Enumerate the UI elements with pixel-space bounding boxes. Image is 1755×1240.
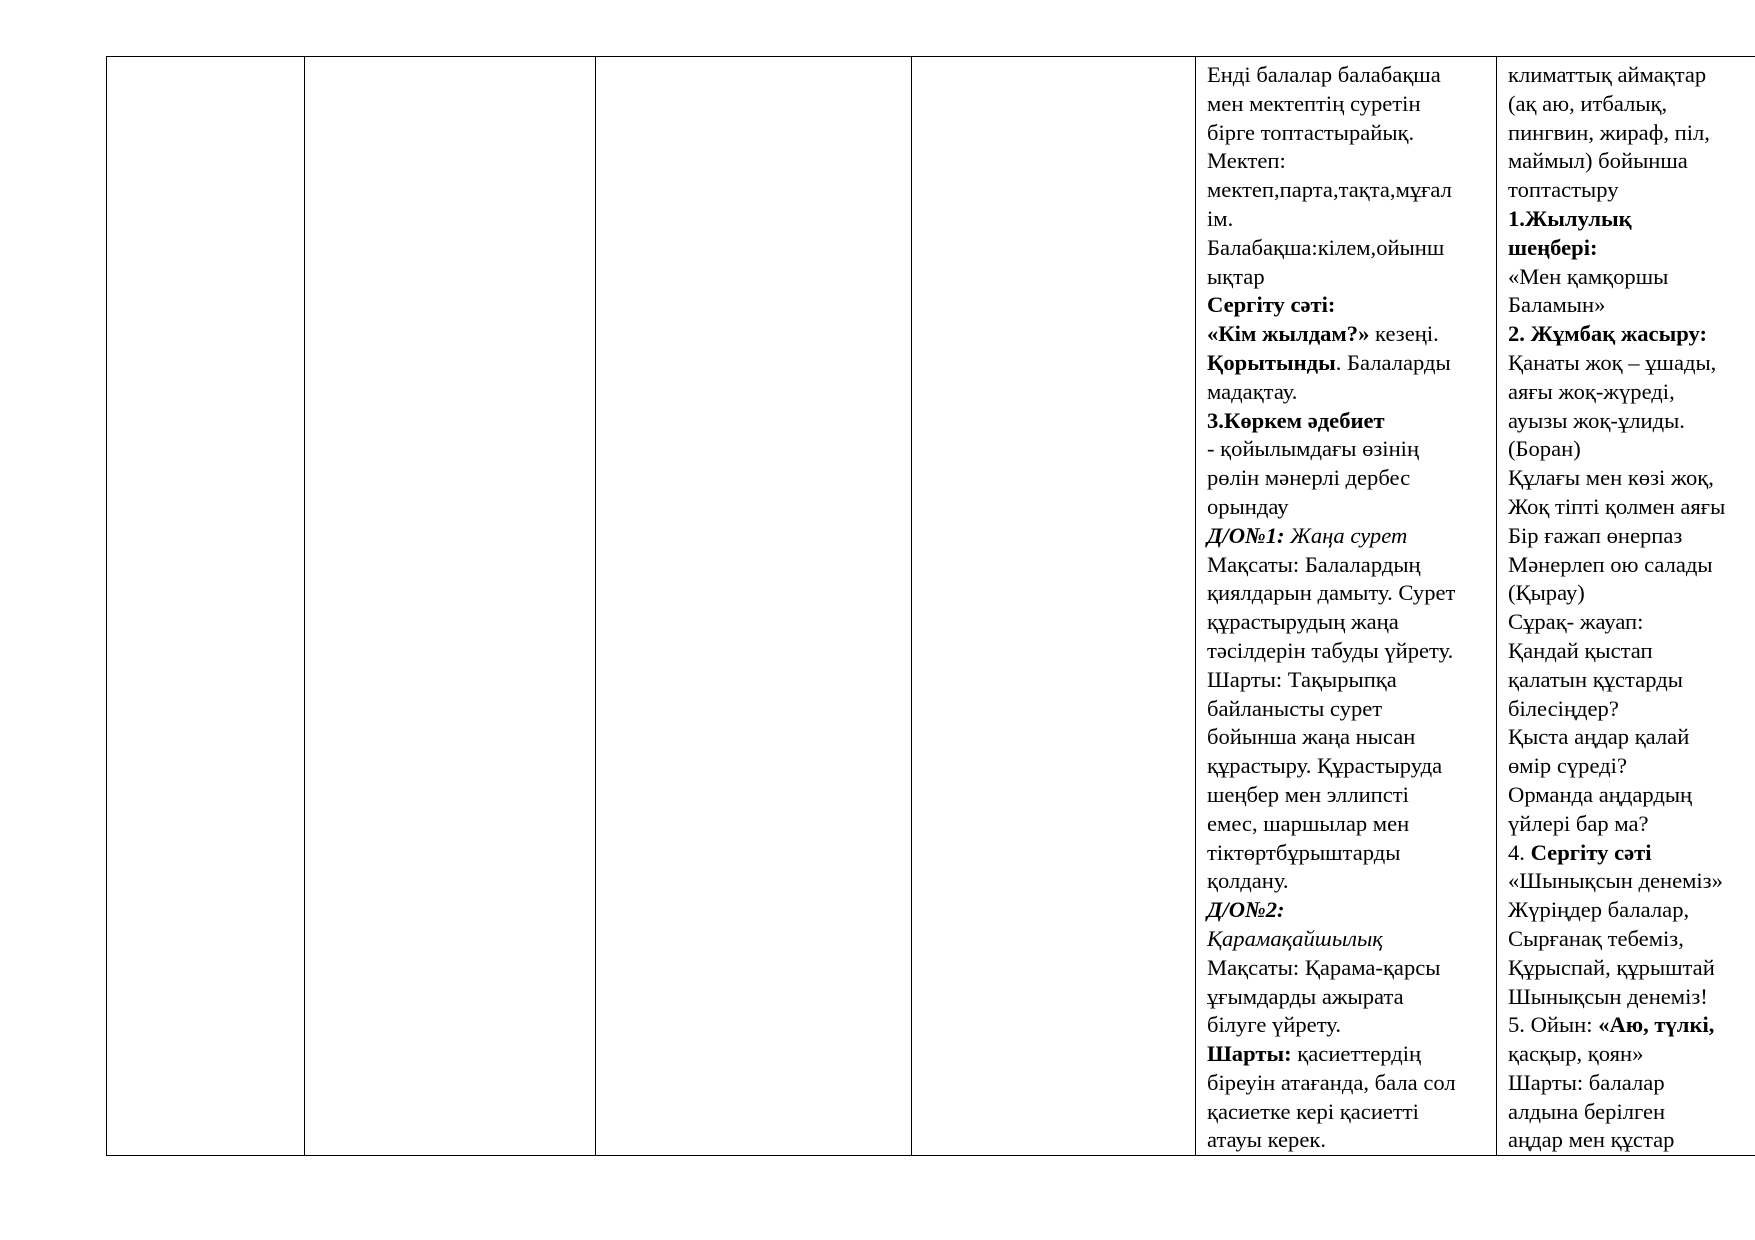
text-segment: 5. Ойын:: [1508, 1012, 1599, 1038]
text-line: [1508, 234, 1755, 263]
text-line: [1508, 551, 1755, 580]
text-segment: Д/О№2:: [1207, 897, 1285, 923]
text-segment: «Шынықсын денеміз»: [1508, 868, 1723, 894]
text-line: [1508, 1040, 1755, 1069]
empty-cell-3: [596, 57, 912, 1156]
text-line: [1508, 752, 1755, 781]
text-segment: 3.Көркем әдебиет: [1207, 407, 1385, 433]
text-line: [1508, 1098, 1755, 1127]
text-segment: қолдану.: [1207, 868, 1289, 894]
text-segment: «Аю, түлкі,: [1598, 1012, 1715, 1038]
text-line: [1207, 983, 1490, 1012]
text-segment: Орманда аңдардың: [1508, 781, 1693, 807]
text-segment: ықтар: [1207, 263, 1265, 289]
text-line: [1207, 263, 1490, 292]
text-line: [1508, 147, 1755, 176]
text-line: [1207, 147, 1490, 176]
text-line: [1207, 925, 1490, 954]
text-segment: Қорытынды: [1207, 349, 1336, 375]
text-line: [1508, 1126, 1755, 1155]
text-line: [1508, 291, 1755, 320]
text-segment: Бір ғажап өнерпаз: [1508, 522, 1683, 548]
activity-text: [1196, 57, 1496, 1155]
text-segment: Мақсаты: Қарама-қарсы: [1207, 954, 1441, 980]
text-line: [1508, 176, 1755, 205]
text-segment: емес, шаршылар мен: [1207, 810, 1410, 836]
text-segment: «Кім жылдам?»: [1207, 321, 1370, 347]
text-segment: топтастыру: [1508, 177, 1619, 203]
text-segment: біреуін атағанда, бала сол: [1207, 1069, 1456, 1095]
text-segment: бойынша жаңа нысан: [1207, 724, 1416, 750]
text-segment: Енді балалар балабақша: [1207, 62, 1441, 87]
empty-cell-1: [107, 57, 305, 1156]
text-line: [1508, 983, 1755, 1012]
text-line: [1207, 551, 1490, 580]
text-line: [1207, 205, 1490, 234]
text-segment: ім.: [1207, 205, 1234, 231]
text-line: [1207, 464, 1490, 493]
game-text: [1497, 57, 1755, 1155]
text-line: [1508, 493, 1755, 522]
game-cell: [1497, 57, 1755, 1156]
empty-cell-2: [305, 57, 596, 1156]
text-segment: қиялдарын дамыту. Сурет: [1207, 580, 1456, 606]
text-line: [1508, 464, 1755, 493]
text-line: [1508, 695, 1755, 724]
text-segment: орындау: [1207, 493, 1289, 519]
text-segment: үйлері бар ма?: [1508, 810, 1649, 836]
text-line: [1207, 378, 1490, 407]
text-line: [1207, 119, 1490, 148]
text-segment: Шарты: балалар: [1508, 1069, 1665, 1095]
text-line: [1508, 320, 1755, 349]
text-segment: қалатын құстарды: [1508, 666, 1683, 692]
text-segment: маймыл) бойынша: [1508, 148, 1688, 174]
text-segment: Сұрақ- жауап:: [1508, 609, 1644, 635]
text-segment: ұғымдарды ажырата: [1207, 983, 1404, 1009]
text-line: [1508, 723, 1755, 752]
text-segment: Жүріңдер балалар,: [1508, 897, 1690, 923]
text-segment: құрастырудың жаңа: [1207, 609, 1399, 635]
text-segment: қасиеттердің: [1291, 1041, 1422, 1067]
text-line: [1207, 579, 1490, 608]
text-segment: аяғы жоқ-жүреді,: [1508, 378, 1675, 404]
text-line: [1508, 925, 1755, 954]
text-segment: Шарты:: [1207, 1041, 1292, 1067]
text-line: [1207, 407, 1490, 436]
text-segment: Шынықсын денеміз!: [1508, 983, 1708, 1009]
text-line: [1508, 810, 1755, 839]
text-line: [1508, 90, 1755, 119]
text-segment: құрастыру. Құрастыруда: [1207, 753, 1443, 779]
text-segment: Мәнерлеп ою салады: [1508, 551, 1713, 577]
text-line: [1508, 119, 1755, 148]
text-line: [1508, 637, 1755, 666]
text-line: [1508, 205, 1755, 234]
text-segment: 2. Жұмбақ жасыру:: [1508, 321, 1708, 347]
text-segment: қасқыр, қоян»: [1508, 1041, 1644, 1067]
text-line: [1207, 522, 1490, 551]
text-segment: Құрыспай, құрыштай: [1508, 954, 1715, 980]
text-line: [1207, 90, 1490, 119]
text-line: [1508, 608, 1755, 637]
text-segment: . Балаларды: [1335, 349, 1451, 375]
text-line: [1508, 781, 1755, 810]
text-segment: 1.Жылулық: [1508, 205, 1632, 231]
text-line: [1207, 1098, 1490, 1127]
text-segment: алдына берілген: [1508, 1098, 1666, 1124]
text-line: [1508, 579, 1755, 608]
text-line: [1207, 1126, 1490, 1155]
empty-cell-4: [912, 57, 1196, 1156]
text-line: [1508, 954, 1755, 983]
text-line: [1207, 723, 1490, 752]
text-line: [1207, 320, 1490, 349]
text-line: [1508, 61, 1755, 90]
text-line: [1207, 61, 1490, 90]
text-segment: Жоқ тіпті қолмен аяғы: [1508, 493, 1726, 519]
text-segment: Қыста аңдар қалай: [1508, 724, 1690, 750]
text-segment: кезеңі.: [1369, 321, 1439, 347]
text-line: [1508, 378, 1755, 407]
text-line: [1508, 435, 1755, 464]
text-line: [1508, 666, 1755, 695]
text-line: [1508, 407, 1755, 436]
text-line: [1207, 1011, 1490, 1040]
text-line: [1207, 637, 1490, 666]
text-line: [1508, 867, 1755, 896]
text-segment: Қарамақайшылық: [1207, 925, 1383, 951]
text-segment: аңдар мен құстар: [1508, 1127, 1675, 1153]
text-segment: атауы керек.: [1207, 1127, 1326, 1153]
text-line: [1207, 896, 1490, 925]
text-segment: қасиетке кері қасиетті: [1207, 1098, 1419, 1124]
text-line: [1207, 1040, 1490, 1069]
text-line: [1207, 839, 1490, 868]
text-line: [1207, 435, 1490, 464]
text-line: [1508, 839, 1755, 868]
text-segment: мен мектептің суретін: [1207, 90, 1421, 116]
text-segment: Қанаты жоқ – ұшады,: [1508, 349, 1717, 375]
text-segment: шеңбері:: [1508, 234, 1598, 260]
text-line: [1207, 695, 1490, 724]
text-line: [1207, 781, 1490, 810]
text-segment: Сырғанақ тебеміз,: [1508, 925, 1684, 951]
text-segment: бірге топтастырайық.: [1207, 119, 1415, 145]
text-line: [1207, 752, 1490, 781]
text-segment: климаттық аймақтар: [1508, 62, 1707, 87]
text-segment: Сергіту сәті: [1530, 839, 1652, 865]
text-segment: Баламын»: [1508, 292, 1606, 318]
text-segment: Д/О№1:: [1207, 522, 1285, 548]
lesson-plan-table: [106, 56, 1755, 1156]
text-segment: Мектеп:: [1207, 148, 1286, 174]
text-line: [1508, 522, 1755, 551]
text-line: [1207, 810, 1490, 839]
table-row: [107, 57, 1755, 1156]
text-line: [1207, 954, 1490, 983]
text-line: [1207, 867, 1490, 896]
text-segment: Жаңа сурет: [1284, 522, 1408, 548]
text-segment: ауызы жоқ-ұлиды.: [1508, 407, 1685, 433]
text-line: [1508, 896, 1755, 925]
text-segment: білесіңдер?: [1508, 695, 1619, 721]
text-line: [1207, 1069, 1490, 1098]
text-segment: мадақтау.: [1207, 378, 1298, 404]
text-segment: рөлін мәнерлі дербес: [1207, 465, 1411, 491]
text-segment: байланысты сурет: [1207, 695, 1383, 721]
text-segment: білуге үйрету.: [1207, 1012, 1341, 1038]
text-segment: мектеп,парта,тақта,мұғал: [1207, 177, 1452, 203]
text-segment: (Боран): [1508, 436, 1581, 462]
text-line: [1207, 291, 1490, 320]
text-line: [1508, 1069, 1755, 1098]
text-segment: «Мен қамқоршы: [1508, 263, 1669, 289]
text-line: [1207, 234, 1490, 263]
text-line: [1207, 176, 1490, 205]
text-segment: тәсілдерін табуды үйрету.: [1207, 637, 1454, 663]
text-segment: Мақсаты: Балалардың: [1207, 551, 1421, 577]
text-segment: 4.: [1508, 839, 1531, 865]
text-line: [1207, 493, 1490, 522]
text-line: [1508, 1011, 1755, 1040]
text-segment: Қандай қыстап: [1508, 637, 1653, 663]
text-segment: Балабақша:кілем,ойынш: [1207, 234, 1445, 260]
text-segment: - қойылымдағы өзінің: [1207, 436, 1420, 462]
text-segment: тіктөртбұрыштарды: [1207, 839, 1401, 865]
text-line: [1508, 263, 1755, 292]
text-segment: өмір сүреді?: [1508, 753, 1627, 779]
text-line: [1207, 349, 1490, 378]
text-line: [1508, 349, 1755, 378]
text-segment: (ақ аю, итбалық,: [1508, 90, 1668, 116]
activity-cell: [1196, 57, 1497, 1156]
text-segment: шеңбер мен эллипсті: [1207, 781, 1409, 807]
text-segment: Шарты: Тақырыпқа: [1207, 666, 1397, 692]
text-segment: Сергіту сәті:: [1207, 292, 1336, 318]
text-segment: пингвин, жираф, піл,: [1508, 119, 1710, 145]
text-segment: Құлағы мен көзі жоқ,: [1508, 465, 1714, 491]
text-line: [1207, 666, 1490, 695]
text-line: [1207, 608, 1490, 637]
text-segment: (Қырау): [1508, 580, 1585, 606]
